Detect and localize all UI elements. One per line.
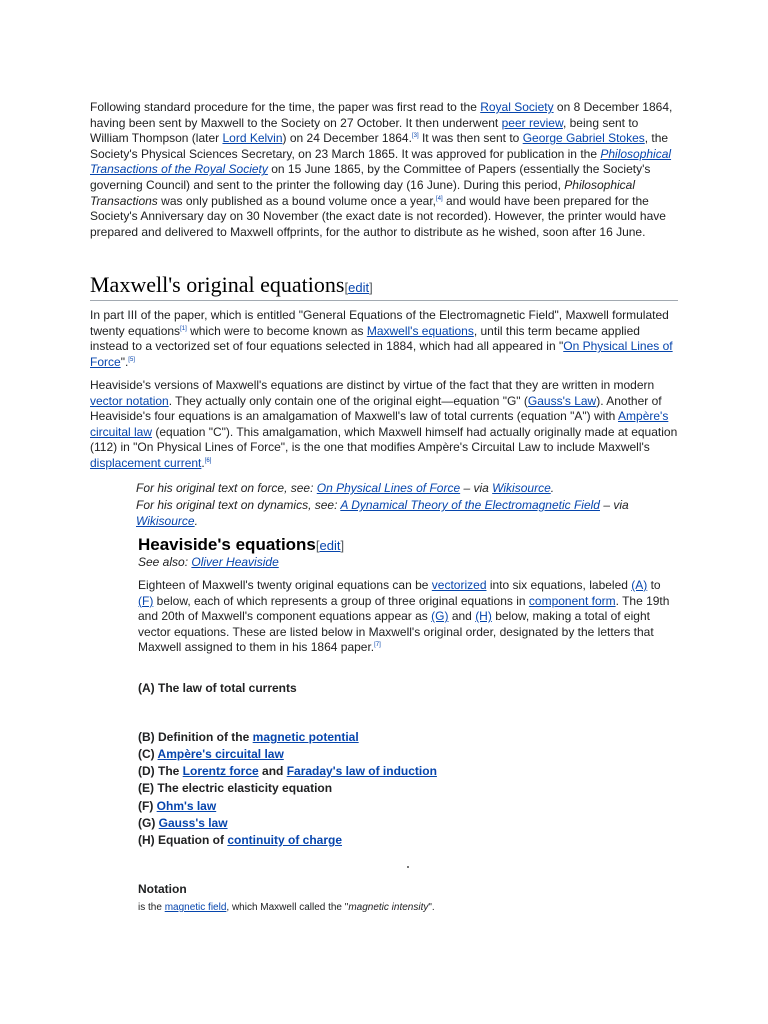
link-gauss-law[interactable]: Gauss's Law — [527, 393, 597, 408]
equation-e-heading — [138, 780, 332, 796]
equation-f-heading — [138, 798, 216, 814]
subsection-title: Heaviside's equations — [138, 535, 316, 554]
equation-a-heading — [138, 680, 297, 696]
text: In part III of the paper, which is entitled "General Equations of the Electromagnetic Field", Maxwell formulated twenty equations — [90, 308, 669, 338]
link-hatnote-lines-force[interactable]: On Physical Lines of Force — [316, 481, 461, 495]
citation-5[interactable]: [5] — [128, 356, 135, 363]
text: and — [258, 764, 287, 778]
link-oliver-heaviside[interactable]: Oliver Heaviside — [191, 555, 279, 569]
text: is the — [138, 902, 165, 913]
text-italic: Philosophical Transactions — [90, 177, 635, 208]
text: . — [201, 455, 205, 470]
text: ). Another of Heaviside's four equations is an amalgamation of Maxwell's law of total currents (equation "A") with — [90, 393, 662, 424]
bracket: [ — [344, 280, 349, 295]
text: See also: — [138, 555, 192, 569]
text: , until this term became applied instead to a vectorized set of four equations selected in 1884, which had all appeared in " — [90, 323, 640, 354]
text: . They actually only contain one of the original eight—equation "G" ( — [168, 393, 528, 408]
text: (E) The electric elasticity equation — [138, 781, 333, 795]
link-wikisource[interactable]: Wikisource — [492, 481, 551, 495]
bracket: ] — [340, 538, 345, 553]
text: . — [550, 481, 555, 495]
text: For his original text on force, see: — [136, 481, 317, 495]
bracket: ] — [369, 280, 373, 295]
text: ". — [120, 354, 129, 369]
text: below, each of which represents a group of three original equations in — [153, 593, 529, 608]
link-hatnote-dynamical-theory[interactable]: A Dynamical Theory of the Electromagnetic Field — [340, 498, 600, 512]
link-eq-g[interactable]: (G) — [431, 609, 449, 624]
link-magnetic-potential[interactable]: magnetic potential — [252, 730, 359, 744]
subsection-heading — [138, 535, 344, 555]
link-vectorized[interactable]: vectorized — [431, 578, 487, 592]
equation-d-heading — [138, 763, 437, 779]
paragraph-eighteen-equations — [138, 578, 678, 656]
link-lord-kelvin[interactable]: Lord Kelvin — [222, 131, 283, 146]
text: which were to become known as — [186, 323, 367, 338]
link-ampere[interactable]: Ampère's circuital law — [90, 409, 669, 439]
citation-4[interactable]: [4] — [436, 195, 443, 202]
hatnote-force — [136, 480, 656, 496]
equation-h-heading — [138, 832, 342, 848]
see-also-note — [138, 555, 279, 569]
text: . — [194, 514, 198, 528]
text: to — [647, 578, 661, 592]
citation-3[interactable]: [3] — [411, 133, 419, 140]
notation-heading: Notation — [138, 882, 187, 896]
text: ". — [428, 902, 435, 913]
section-title: Maxwell's original equations — [90, 272, 345, 297]
text: was only published as a bound volume once a year, — [157, 193, 436, 208]
text: (F) — [138, 799, 157, 813]
hatnote-dynamics — [136, 497, 676, 529]
link-ampere-law[interactable]: Ampère's circuital law — [157, 747, 284, 761]
text: (B) Definition of the — [138, 730, 253, 744]
text: , the Society's Physical Sciences Secretary, on 23 March 1865. It was approved for publication in the — [90, 131, 669, 161]
link-faraday-law[interactable]: Faraday's law of induction — [286, 764, 437, 778]
text: Eighteen of Maxwell's twenty original equations can be — [138, 578, 432, 592]
text: (D) The — [138, 764, 183, 778]
citation-1[interactable]: [1] — [180, 325, 187, 332]
text: and — [448, 609, 476, 624]
equation-c-heading — [138, 746, 284, 762]
paragraph-twenty-equations — [90, 308, 680, 370]
text: , being sent to William Thompson (later — [90, 115, 639, 146]
text: . The 19th and 20th of Maxwell's component equations appear as — [138, 593, 670, 624]
link-ohms-law[interactable]: Ohm's law — [156, 799, 217, 813]
text: For his original text on dynamics, see: — [136, 498, 341, 512]
text: (equation "C"). This amalgamation, which Maxwell himself had actually originally made at equation (112) in "On Physical Lines of Force", is the one that modifies Ampère's Circuital Law to include Maxwell's — [90, 424, 678, 455]
section-heading — [90, 272, 678, 301]
text: ) on 24 December 1864. — [282, 131, 412, 146]
link-physical-lines[interactable]: On Physical Lines of Force — [90, 339, 673, 369]
link-component-form[interactable]: component form — [528, 593, 616, 608]
text: (A) The law of total currents — [138, 681, 297, 695]
equation-b-heading — [138, 729, 359, 745]
text: Following standard procedure for the time, the paper was first read to the — [90, 100, 481, 114]
citation-7[interactable]: [7] — [374, 642, 381, 649]
text: into six equations, labeled — [486, 578, 632, 592]
text: It was then sent to — [418, 131, 523, 146]
link-gauss-law-eq[interactable]: Gauss's law — [158, 816, 228, 830]
link-phil-trans[interactable]: Philosophical Transactions of the Royal Society — [90, 146, 672, 177]
link-maxwells-equations[interactable]: Maxwell's equations — [366, 323, 474, 338]
text-italic: magnetic intensity — [348, 902, 429, 913]
text: (G) — [138, 816, 159, 830]
text: on 15 June 1865, by the Committee of Papers (essentially the Society's governing Council) and sent to the printer the following day (16 June). During this period, — [90, 162, 651, 192]
divider-dot — [407, 866, 409, 868]
link-vector-notation[interactable]: vector notation — [90, 393, 169, 408]
equation-g-heading — [138, 815, 228, 831]
text: and would have been prepared for the Society's Anniversary day on 30 November (the exact date is not recorded). However, the printer would have prepared and delivered to Maxwell offprints, for the author to distribute as he wished, soon after 16 June. — [90, 193, 666, 239]
text: – via — [460, 481, 493, 495]
link-wikisource[interactable]: Wikisource — [136, 514, 195, 528]
citation-6[interactable]: [6] — [204, 457, 212, 464]
link-royal-society[interactable]: Royal Society — [480, 100, 554, 114]
link-magnetic-field[interactable]: magnetic field — [164, 902, 227, 913]
text: (C) — [138, 747, 158, 761]
paragraph-heaviside-versions — [90, 378, 680, 472]
notation-text — [138, 902, 435, 913]
text: – via — [599, 498, 629, 512]
link-eq-a[interactable]: (A) — [631, 578, 648, 592]
link-continuity-charge[interactable]: continuity of charge — [227, 833, 343, 847]
bracket: [ — [315, 538, 320, 553]
text: below, making a total of eight vector equations. These are listed below in Maxwell's original order, designated by the letters that Maxwell assigned to them in his 1864 paper. — [138, 609, 654, 655]
link-peer-review[interactable]: peer review — [501, 115, 563, 130]
text: , which Maxwell called the " — [226, 902, 349, 913]
link-displacement-current[interactable]: displacement current — [90, 455, 202, 470]
link-stokes[interactable]: George Gabriel Stokes — [522, 131, 645, 146]
link-eq-f[interactable]: (F) — [138, 593, 154, 608]
edit-link[interactable]: edit — [348, 280, 370, 295]
intro-paragraph — [90, 100, 680, 240]
link-lorentz-force[interactable]: Lorentz force — [182, 764, 259, 778]
text: (H) Equation of — [138, 833, 228, 847]
text: on 8 December 1864, having been sent by Maxwell to the Society on 27 October. It then underwent — [90, 100, 673, 130]
text: Heaviside's versions of Maxwell's equations are distinct by virtue of the fact that they are written in modern — [90, 378, 655, 392]
edit-link[interactable]: edit — [319, 538, 341, 553]
link-eq-h[interactable]: (H) — [475, 609, 492, 624]
